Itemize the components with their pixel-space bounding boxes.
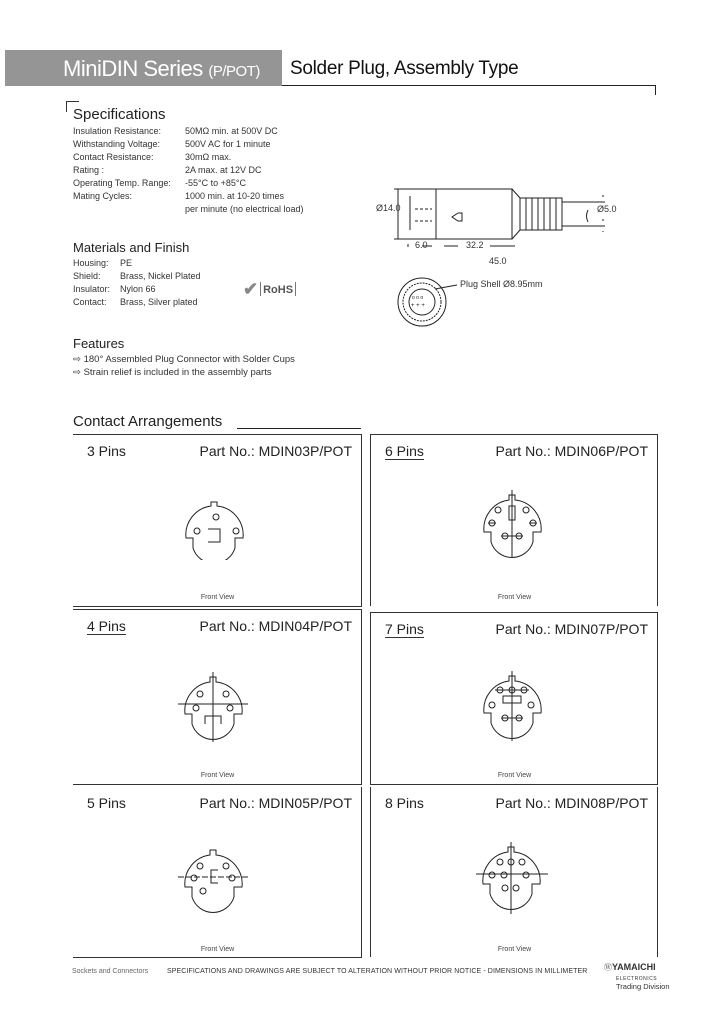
heading-rule bbox=[237, 428, 361, 429]
pin-count: 8 Pins bbox=[385, 795, 424, 811]
spec-value: per minute (no electrical load) bbox=[185, 204, 304, 214]
contact-panel-6pins bbox=[370, 434, 658, 606]
pinout-5pin-icon bbox=[178, 847, 258, 917]
material-value: Brass, Silver plated bbox=[120, 297, 198, 307]
spec-value: 1000 min. at 10-20 times bbox=[185, 191, 285, 201]
spec-row bbox=[73, 164, 304, 177]
material-value: Nylon 66 bbox=[120, 284, 156, 294]
contact-panel-4pins bbox=[73, 609, 362, 785]
spec-value: -55°C to +85°C bbox=[185, 178, 246, 188]
logo-mark-icon: Ⓦ bbox=[604, 963, 612, 972]
specifications-list bbox=[73, 125, 304, 216]
material-value: Brass, Nickel Plated bbox=[120, 271, 201, 281]
spec-value: 30mΩ max. bbox=[185, 152, 232, 162]
front-view-label: Front View bbox=[200, 594, 235, 601]
features-heading: Features bbox=[73, 336, 125, 351]
spec-row bbox=[73, 177, 304, 190]
footer-category: Sockets and Connectors bbox=[72, 968, 149, 975]
pinout-8pin-icon bbox=[476, 842, 556, 917]
spec-value: 2A max. at 12V DC bbox=[185, 165, 262, 175]
contact-panel-5pins bbox=[73, 787, 362, 958]
part-number: Part No.: MDIN08P/POT bbox=[495, 795, 648, 811]
material-label: Insulator: bbox=[73, 284, 111, 294]
series-suffix: (P/POT) bbox=[208, 63, 260, 80]
rohs-label: RoHS bbox=[263, 284, 294, 296]
dim-total-length: 45.0 bbox=[489, 256, 507, 266]
spec-row bbox=[73, 203, 304, 216]
part-number: Part No.: MDIN05P/POT bbox=[199, 795, 352, 811]
logo-brand: YAMAICHI bbox=[612, 962, 656, 972]
dim-front-length: 6.0 bbox=[415, 240, 428, 250]
footer-notice: SPECIFICATIONS AND DRAWINGS ARE SUBJECT TO ALTERATION WITHOUT PRIOR NOTICE - DIMENSIONS IN MILLIMETER bbox=[167, 968, 588, 975]
material-row bbox=[73, 257, 201, 270]
contact-arrangements-heading: Contact Arrangements bbox=[73, 413, 223, 430]
pin-count: 5 Pins bbox=[87, 795, 126, 811]
pin-count: 3 Pins bbox=[87, 443, 126, 459]
pinout-4pin-icon bbox=[178, 672, 258, 744]
pinout-3pin-icon bbox=[183, 500, 253, 560]
contact-panel-7pins bbox=[370, 612, 658, 785]
spec-label: Mating Cycles: bbox=[73, 191, 133, 201]
logo-division: Trading Division bbox=[616, 982, 670, 991]
yamaichi-logo bbox=[604, 962, 670, 991]
material-row bbox=[73, 296, 201, 309]
pin-count: 6 Pins bbox=[385, 443, 424, 459]
material-label: Shield: bbox=[73, 271, 101, 281]
pinout-7pin-icon bbox=[481, 671, 551, 743]
material-row bbox=[73, 270, 201, 283]
dim-body-length: 32.2 bbox=[466, 240, 484, 250]
contact-panel-3pins bbox=[73, 434, 362, 607]
header-rule-tick bbox=[655, 85, 656, 95]
specifications-heading: Specifications bbox=[73, 106, 166, 123]
spec-row bbox=[73, 125, 304, 138]
checkmark-icon: ✔ bbox=[243, 279, 259, 299]
spec-value: 50MΩ min. at 500V DC bbox=[185, 126, 278, 136]
front-view-label: Front View bbox=[200, 772, 235, 779]
front-view-label: Front View bbox=[497, 946, 532, 953]
page-title: Solder Plug, Assembly Type bbox=[290, 58, 519, 79]
spec-label: Withstanding Voltage: bbox=[73, 139, 161, 149]
plug-front-view-drawing bbox=[395, 275, 465, 335]
spec-row bbox=[73, 190, 304, 203]
pin-count: 7 Pins bbox=[385, 621, 424, 637]
material-label: Housing: bbox=[73, 258, 109, 268]
part-number: Part No.: MDIN03P/POT bbox=[199, 443, 352, 459]
logo-subbrand: ELECTRONICS bbox=[616, 976, 658, 982]
spec-label: Contact Resistance: bbox=[73, 152, 154, 162]
header-rule bbox=[282, 85, 656, 86]
material-value: PE bbox=[120, 258, 133, 268]
materials-list bbox=[73, 257, 201, 309]
spec-label: Operating Temp. Range: bbox=[73, 178, 171, 188]
feature-item: ⇨ Strain relief is included in the assembly parts bbox=[73, 367, 272, 378]
spec-row bbox=[73, 138, 304, 151]
contact-panel-8pins bbox=[370, 787, 658, 957]
series-name: MiniDIN Series bbox=[63, 56, 203, 81]
part-number: Part No.: MDIN04P/POT bbox=[199, 618, 352, 634]
dim-cable-diameter: Ø5.0 bbox=[597, 204, 617, 214]
materials-heading: Materials and Finish bbox=[73, 240, 190, 255]
front-view-label: Front View bbox=[497, 772, 532, 779]
part-number: Part No.: MDIN07P/POT bbox=[495, 621, 648, 637]
series-title bbox=[63, 56, 260, 82]
rohs-badge bbox=[243, 279, 298, 300]
pinout-6pin-icon bbox=[481, 490, 551, 560]
front-view-label: Front View bbox=[200, 946, 235, 953]
svg-text:o o o: o o o bbox=[412, 295, 424, 301]
pin-count: 4 Pins bbox=[87, 618, 126, 634]
plug-shell-callout: Plug Shell Ø8.95mm bbox=[460, 279, 543, 289]
spec-row bbox=[73, 151, 304, 164]
spec-value: 500V AC for 1 minute bbox=[185, 139, 271, 149]
features-list bbox=[73, 353, 295, 379]
svg-text:+ + +: + + + bbox=[411, 303, 425, 309]
spec-label: Rating : bbox=[73, 165, 105, 175]
feature-item: ⇨ 180° Assembled Plug Connector with Solder Cups bbox=[73, 354, 295, 365]
dim-shell-diameter: Ø14.0 bbox=[376, 203, 401, 213]
front-view-label: Front View bbox=[497, 594, 532, 601]
material-row bbox=[73, 283, 201, 296]
spec-label: Insulation Resistance: bbox=[73, 126, 162, 136]
part-number: Part No.: MDIN06P/POT bbox=[495, 443, 648, 459]
material-label: Contact: bbox=[73, 297, 107, 307]
